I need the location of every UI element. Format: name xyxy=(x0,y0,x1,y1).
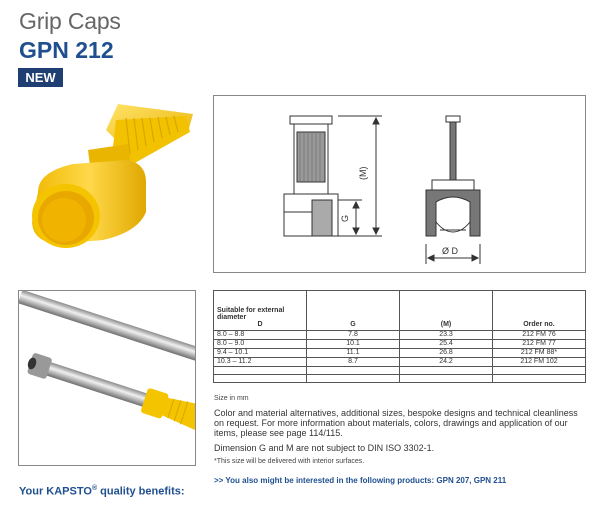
footnote: *This size will be delivered with interior surfaces. xyxy=(214,458,365,465)
col-header-d-label: Suitable for external diameter xyxy=(217,307,285,321)
col-header-d-symbol: D xyxy=(257,321,263,328)
cell-m: 23.3 xyxy=(400,331,493,340)
cell-order: 212 FM 88* xyxy=(493,349,586,358)
table-row xyxy=(214,349,586,358)
cell-m: 25.4 xyxy=(400,340,493,349)
cell-d: 10.3 – 11.2 xyxy=(214,358,307,367)
table-row xyxy=(214,340,586,349)
cell-m: 24.2 xyxy=(400,358,493,367)
cell-order: 212 FM 77 xyxy=(493,340,586,349)
cell-order: 212 FM 76 xyxy=(493,331,586,340)
table-row xyxy=(214,331,586,340)
registered-mark: ® xyxy=(91,485,98,492)
description-text: Color and material alternatives, additional sizes, bespoke designs and technical cleanliness on request. For more information about materials, colors, drawings and application of our items, please see page 114/115. xyxy=(214,408,578,438)
cell-order: 212 FM 102 xyxy=(493,358,586,367)
application-photo xyxy=(18,290,196,466)
drawing-label-d: Ø D xyxy=(442,246,459,256)
benefits-text-end: quality benefits: xyxy=(97,485,185,498)
col-header-d xyxy=(214,291,307,331)
dimension-note: Dimension G and M are not subject to DIN ISO 3302-1. xyxy=(214,443,435,453)
col-header-order: Order no. xyxy=(493,291,586,331)
page-title: Grip Caps xyxy=(19,8,121,34)
benefits-text: Your KAPSTO xyxy=(19,485,92,498)
drawing-label-m: (M) xyxy=(358,166,368,180)
grip-cap-image xyxy=(18,92,208,267)
cell-d: 8.0 – 9.0 xyxy=(214,340,307,349)
technical-drawing xyxy=(214,96,587,274)
col-header-m: (M) xyxy=(400,291,493,331)
drawing-label-g: G xyxy=(340,214,350,222)
cell-g: 7.8 xyxy=(307,331,400,340)
spec-table xyxy=(213,290,586,383)
size-note: Size in mm xyxy=(214,395,249,402)
cell-g: 10.1 xyxy=(307,340,400,349)
cell-g: 8.7 xyxy=(307,358,400,367)
table-row-empty xyxy=(214,367,586,375)
cell-d: 9.4 – 10.1 xyxy=(214,349,307,358)
cell-d: 8.0 – 8.8 xyxy=(214,331,307,340)
cell-g: 11.1 xyxy=(307,349,400,358)
col-header-g: G xyxy=(307,291,400,331)
quality-benefits-heading xyxy=(19,485,185,498)
table-header-row xyxy=(214,291,586,331)
table-row xyxy=(214,358,586,367)
new-badge: NEW xyxy=(18,68,63,87)
product-code: GPN 212 xyxy=(19,37,114,63)
table-row-empty xyxy=(214,375,586,383)
related-products-link[interactable]: >> You also might be interested in the following products: GPN 207, GPN 211 xyxy=(214,476,507,485)
technical-drawing-panel xyxy=(213,95,586,273)
cell-m: 26.8 xyxy=(400,349,493,358)
